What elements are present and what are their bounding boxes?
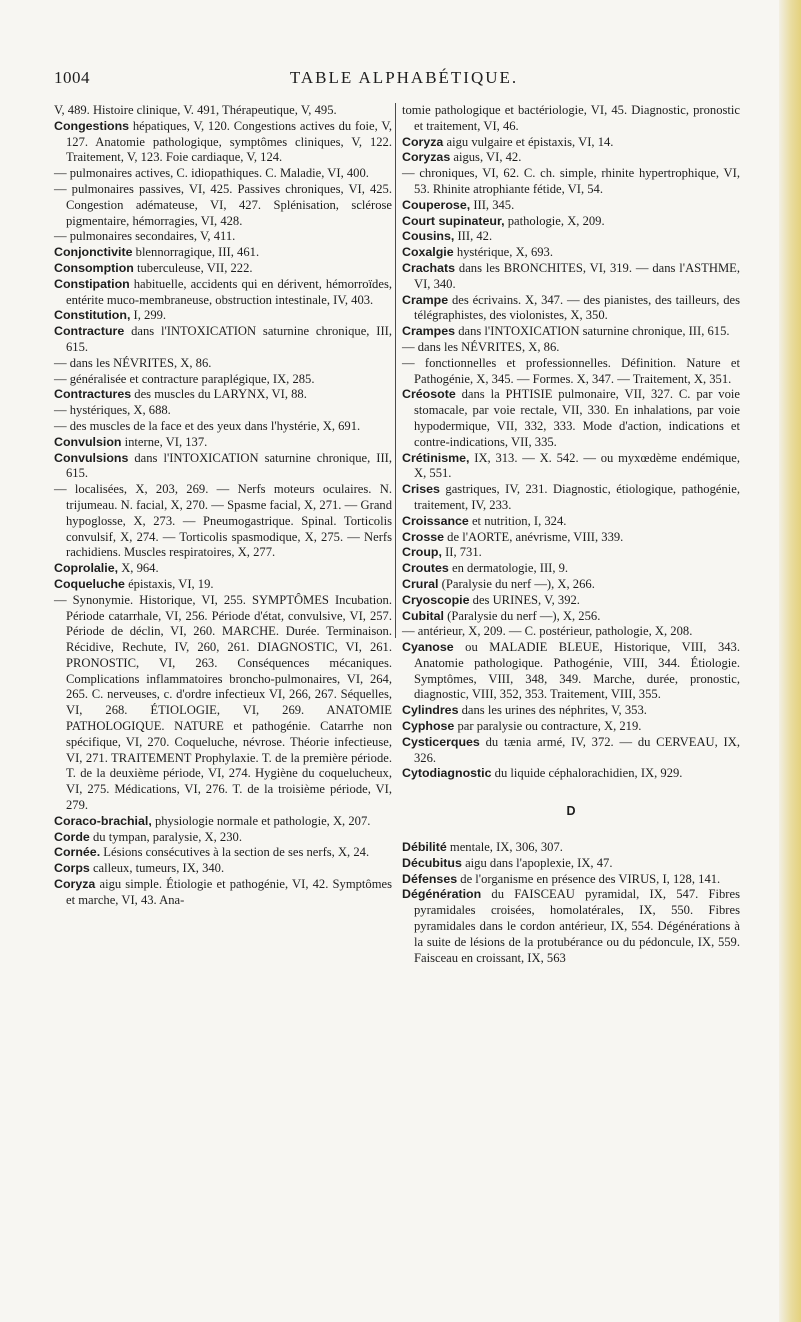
- entry-text: — pulmonaires actives, C. idiopathiques. C. Maladie, VI, 400.: [54, 166, 369, 181]
- entry-headword: Cyanose: [402, 640, 454, 655]
- entry-headword: Croissance: [402, 513, 469, 528]
- index-entry: [402, 856, 740, 872]
- index-entry: [54, 482, 392, 561]
- index-entry: [54, 245, 392, 261]
- index-entry: [402, 150, 740, 166]
- entry-text: du FAISCEAU pyramidal, IX, 547. Fibres pyramidales croisées, homolatérales, IX, 550. Fibres pyramidales dans le cordon antérieur, IX, 554. Dégénérations à la suite de lésions de la protubérance ou du pédoncule, IX, 559. Faisceau en croissant, IX, 563: [414, 887, 740, 965]
- index-entry: [402, 451, 740, 483]
- entry-headword: Constipation: [54, 276, 130, 291]
- page-edge: [779, 0, 801, 1322]
- entry-headword: Débilité: [402, 840, 447, 855]
- index-entry: [54, 324, 392, 356]
- index-entry: [402, 593, 740, 609]
- entry-headword: Coprolalie,: [54, 561, 119, 576]
- entry-text: (Paralysie du nerf —), X, 256.: [447, 608, 601, 623]
- index-entry: [402, 872, 740, 888]
- index-entry: [54, 387, 392, 403]
- entry-text: par paralysie ou contracture, X, 219.: [457, 719, 642, 734]
- entry-text: de l'AORTE, anévrisme, VIII, 339.: [447, 529, 624, 544]
- entry-text: hystérique, X, 693.: [456, 245, 553, 260]
- index-entry: [402, 245, 740, 261]
- entry-text: épistaxis, VI, 19.: [128, 576, 214, 591]
- index-entry: [402, 324, 740, 340]
- entry-headword: Créosote: [402, 387, 456, 402]
- index-entry: [402, 530, 740, 546]
- index-entry: [402, 640, 740, 703]
- entry-headword: Crises: [402, 482, 440, 497]
- entry-text: de l'organisme en présence des VIRUS, I, 128, 141.: [460, 871, 721, 886]
- running-title: TABLE ALPHABÉTIQUE.: [289, 68, 519, 87]
- entry-headword: Crosse: [402, 529, 445, 544]
- entry-headword: Convulsion: [54, 434, 122, 449]
- index-entry: [402, 840, 740, 856]
- entry-headword: Cousins,: [402, 229, 455, 244]
- index-entry: [54, 308, 392, 324]
- index-entry: [54, 166, 392, 182]
- entry-text: aigu vulgaire et épistaxis, VI, 14.: [446, 134, 614, 149]
- entry-text: dans l'INTOXICATION saturnine chronique, III, 615.: [66, 450, 392, 481]
- entry-headword: Couperose,: [402, 197, 471, 212]
- right-column: [402, 103, 740, 966]
- entry-headword: Convulsions: [54, 450, 129, 465]
- entry-text: — pulmonaires passives, VI, 425. Passives chroniques, VI, 425. Congestion adémateuse, VI, 427. Splénisation, sclérose pigmentaire, hémorragies, VI, 428.: [54, 181, 392, 228]
- index-entry: [54, 435, 392, 451]
- entry-text: dans les BRONCHITES, VI, 319. — dans l'ASTHME, VI, 340.: [414, 260, 740, 291]
- entry-headword: Cytodiagnostic: [402, 766, 492, 781]
- index-entry: [402, 577, 740, 593]
- entry-text: — Synonymie. Historique, VI, 255. SYMPTÔMES Incubation. Période catarrhale, VI, 256. Période d'état, convulsive, VI, 257. Période de déclin, VI, 260. MARCHE. Durée. Terminaison. Récidive, Rechute, IV, 260, 261. DIAGNOSTIC, VI, 261. PRONOSTIC, VI, 263. Conséquences mécaniques. Complications inflammatoires broncho-pulmonaires, VI, 264, 265. C. nerveuses, c. d'ordre infectieux VI, 266, 267. Séquelles, VI, 268. ÉTIOLOGIE, VI, 269. ANATOMIE PATHOLOGIQUE. NATURE et pathogénie. Catarrhe non spécifique, VI, 270. Coqueluche, névrose. Théorie infectieuse, VI, 271. TRAITEMENT Prophylaxie. T. de la première période. T. de la deuxième période, VI, 274. Hygiène du coquelucheux, VI, 275. Médications, VI, 276. T. de la troisième période, VI, 279.: [54, 592, 392, 813]
- entry-headword: Contracture: [54, 324, 125, 339]
- entry-text: III, 345.: [473, 197, 515, 212]
- entry-headword: Consomption: [54, 260, 134, 275]
- entry-text: — fonctionnelles et professionnelles. Définition. Nature et Pathogénie, X, 345. — Formes. X, 347. — Traitement, X, 351.: [402, 355, 740, 386]
- entry-headword: Cylindres: [402, 703, 459, 718]
- entry-text: X, 964.: [121, 561, 159, 576]
- index-entry: [402, 261, 740, 293]
- index-entry: [54, 372, 392, 388]
- index-entry: [54, 830, 392, 846]
- index-entry: [402, 735, 740, 767]
- entry-text: hépatiques, V, 120. Congestions actives du foie, V, 127. Anatomie pathologique, symptômes cliniques, V, 122. Traitement, V, 123. Foie cardiaque, V, 124.: [66, 118, 392, 165]
- index-entry: [54, 419, 392, 435]
- entry-headword: Coxalgie: [402, 245, 454, 260]
- index-entry: [402, 719, 740, 735]
- index-entry: [54, 277, 392, 309]
- index-entry: [402, 609, 740, 625]
- entry-headword: Cyphose: [402, 719, 455, 734]
- index-entry: [54, 403, 392, 419]
- index-entry: [402, 703, 740, 719]
- entry-text: — dans les NÉVRITES, X, 86.: [54, 355, 212, 370]
- entry-text: — chroniques, VI, 62. C. ch. simple, rhinite hypertrophique, VI, 53. Rhinite atrophiante fétide, VI, 54.: [402, 166, 740, 196]
- entry-text: (Paralysie du nerf —), X, 266.: [441, 576, 595, 591]
- entry-text: mentale, IX, 306, 307.: [449, 840, 563, 855]
- index-entry: [402, 561, 740, 577]
- entry-text: du tympan, paralysie, X, 230.: [92, 829, 242, 844]
- entry-text: I, 299.: [133, 308, 167, 323]
- page-header: [54, 68, 754, 94]
- entry-text: du liquide céphalorachidien, IX, 929.: [494, 766, 683, 781]
- entry-headword: Décubitus: [402, 855, 462, 870]
- right-column-entries-d: [402, 840, 740, 966]
- entry-headword: Cubital: [402, 608, 444, 623]
- entry-text: aigus, VI, 42.: [453, 150, 522, 165]
- entry-text: tuberculeuse, VII, 222.: [137, 260, 253, 275]
- entry-text: — pulmonaires secondaires, V, 411.: [54, 229, 236, 244]
- entry-headword: Dégénération: [402, 887, 482, 902]
- index-entry: [402, 229, 740, 245]
- entry-text: dans la PHTISIE pulmonaire, VII, 327. C. par voie stomacale, par voie rectale, VII, 330. En inhalations, par voie hypodermique, VII, 332, 333. Mode d'action, indications et contre-indications, VII, 335.: [414, 387, 740, 449]
- entry-text: — dans les NÉVRITES, X, 86.: [402, 339, 560, 354]
- entry-headword: Corde: [54, 829, 90, 844]
- index-entry: [402, 887, 740, 966]
- entry-headword: Crampes: [402, 324, 456, 339]
- entry-headword: Congestions: [54, 118, 130, 133]
- entry-text: calleux, tumeurs, IX, 340.: [92, 861, 225, 876]
- entry-headword: Coryzas: [402, 150, 451, 165]
- entry-headword: Crachats: [402, 260, 456, 275]
- index-entry: [402, 624, 740, 640]
- entry-text: IX, 313. — X. 542. — ou myxœdème endémique, X, 551.: [414, 450, 740, 481]
- index-entry: [54, 229, 392, 245]
- entry-headword: Croup,: [402, 545, 442, 560]
- entry-text: aigu dans l'apoplexie, IX, 47.: [465, 855, 613, 870]
- index-entry: [402, 166, 740, 198]
- entry-text: Lésions consécutives à la section de ses nerfs, X, 24.: [103, 845, 370, 860]
- entry-text: ou MALADIE BLEUE, Historique, VIII, 343. Anatomie pathologique. Pathogénie, VIII, 344. Étiologie. Symptômes, VIII, 348, 349. Marche, durée, pronostic, diagnostic, VIII, 352, 353. Traitement, VIII, 355.: [414, 640, 740, 702]
- index-entry: [402, 103, 740, 135]
- entry-text: — localisées, X, 203, 269. — Nerfs moteurs oculaires. N. trijumeau. N. facial, X, 270. — Spasme facial, X, 271. — Grand hypoglosse, X, 273. — Pneumogastrique. Spinal. Torticolis convulsif, X, 274. — Torticolis spasmodique, X, 275. — Nerfs rachidiens. Muscles respiratoires, X, 277.: [54, 482, 392, 560]
- index-entry: [54, 861, 392, 877]
- entry-text: habituelle, accidents qui en dérivent, hémorroïdes, entérite muco-membraneuse, obstruction intestinale, IV, 403.: [66, 276, 392, 307]
- index-entry: [402, 514, 740, 530]
- entry-headword: Crétinisme,: [402, 450, 470, 465]
- index-entry: [402, 766, 740, 782]
- entry-headword: Coryza: [402, 134, 444, 149]
- right-column-entries: [402, 103, 740, 782]
- index-entry: [402, 198, 740, 214]
- entry-text: des muscles du LARYNX, VI, 88.: [134, 387, 307, 402]
- entry-text: — hystériques, X, 688.: [54, 403, 171, 418]
- index-entry: [54, 561, 392, 577]
- left-column: [54, 103, 392, 909]
- entry-headword: Constitution,: [54, 308, 131, 323]
- entry-text: — antérieur, X, 209. — C. postérieur, pathologie, X, 208.: [402, 624, 693, 639]
- entry-headword: Défenses: [402, 871, 458, 886]
- entry-text: physiologie normale et pathologie, X, 207.: [154, 813, 371, 828]
- index-entry: [54, 103, 392, 119]
- index-entry: [402, 340, 740, 356]
- section-letter: D: [566, 804, 576, 819]
- entry-text: des URINES, V, 392.: [472, 592, 580, 607]
- index-entry: [54, 593, 392, 814]
- index-entry: [402, 214, 740, 230]
- entry-headword: Corps: [54, 861, 90, 876]
- entry-headword: Cryoscopie: [402, 592, 470, 607]
- column-rule: [395, 103, 396, 638]
- entry-text: dans l'INTOXICATION saturnine chronique, III, 615.: [458, 324, 730, 339]
- index-entry: [402, 387, 740, 450]
- entry-text: et nutrition, I, 324.: [471, 513, 567, 528]
- index-entry: [54, 356, 392, 372]
- entry-text: pathologie, X, 209.: [507, 213, 605, 228]
- entry-text: III, 42.: [457, 229, 493, 244]
- entry-text: dans l'INTOXICATION saturnine chronique, III, 615.: [66, 324, 392, 354]
- entry-text: aigu simple. Étiologie et pathogénie, VI, 42. Symptômes et marche, VI, 43. Ana-: [66, 877, 392, 907]
- entry-text: — généralisée et contracture paraplégique, IX, 285.: [54, 371, 315, 386]
- index-entry: [402, 482, 740, 514]
- entry-text: du tænia armé, IV, 372. — du CERVEAU, IX, 326.: [414, 734, 740, 765]
- entry-text: dans les urines des néphrites, V, 353.: [461, 703, 647, 718]
- index-entry: [402, 545, 740, 561]
- entry-headword: Cysticerques: [402, 734, 480, 749]
- entry-headword: Coryza: [54, 877, 96, 892]
- index-entry: [54, 577, 392, 593]
- entry-headword: Cornée.: [54, 845, 101, 860]
- entry-text: V, 489. Histoire clinique, V. 491, Thérapeutique, V, 495.: [54, 103, 337, 117]
- index-entry: [54, 119, 392, 166]
- index-entry: [54, 182, 392, 229]
- index-entry: [402, 356, 740, 388]
- entry-text: des écrivains. X, 347. — des pianistes, des tailleurs, des télégraphistes, des violonistes, X, 350.: [414, 292, 740, 323]
- index-entry: [54, 261, 392, 277]
- entry-headword: Crampe: [402, 292, 449, 307]
- entry-text: blennorragique, III, 461.: [135, 245, 260, 260]
- entry-headword: Court supinateur,: [402, 213, 505, 228]
- entry-text: tomie pathologique et bactériologie, VI, 45. Diagnostic, pronostic et traitement, VI, 46.: [402, 103, 740, 133]
- index-entry: [54, 451, 392, 483]
- page-number: 1004: [54, 68, 90, 87]
- index-entry: [54, 877, 392, 909]
- entry-headword: Coqueluche: [54, 576, 125, 591]
- entry-text: en dermatologie, III, 9.: [451, 561, 569, 576]
- entry-text: II, 731.: [445, 545, 482, 560]
- index-entry: [402, 293, 740, 325]
- entry-headword: Coraco-brachial,: [54, 813, 152, 828]
- entry-headword: Contractures: [54, 387, 132, 402]
- entry-headword: Conjonctivite: [54, 245, 133, 260]
- entry-text: — des muscles de la face et des yeux dans l'hystérie, X, 691.: [54, 418, 361, 433]
- entry-text: interne, VI, 137.: [124, 434, 208, 449]
- index-entry: [54, 845, 392, 861]
- entry-headword: Crural: [402, 576, 439, 591]
- entry-headword: Croutes: [402, 561, 449, 576]
- index-entry: [402, 135, 740, 151]
- entry-text: gastriques, IV, 231. Diagnostic, étiologique, pathogénie, traitement, IV, 233.: [414, 482, 740, 512]
- index-entry: [54, 814, 392, 830]
